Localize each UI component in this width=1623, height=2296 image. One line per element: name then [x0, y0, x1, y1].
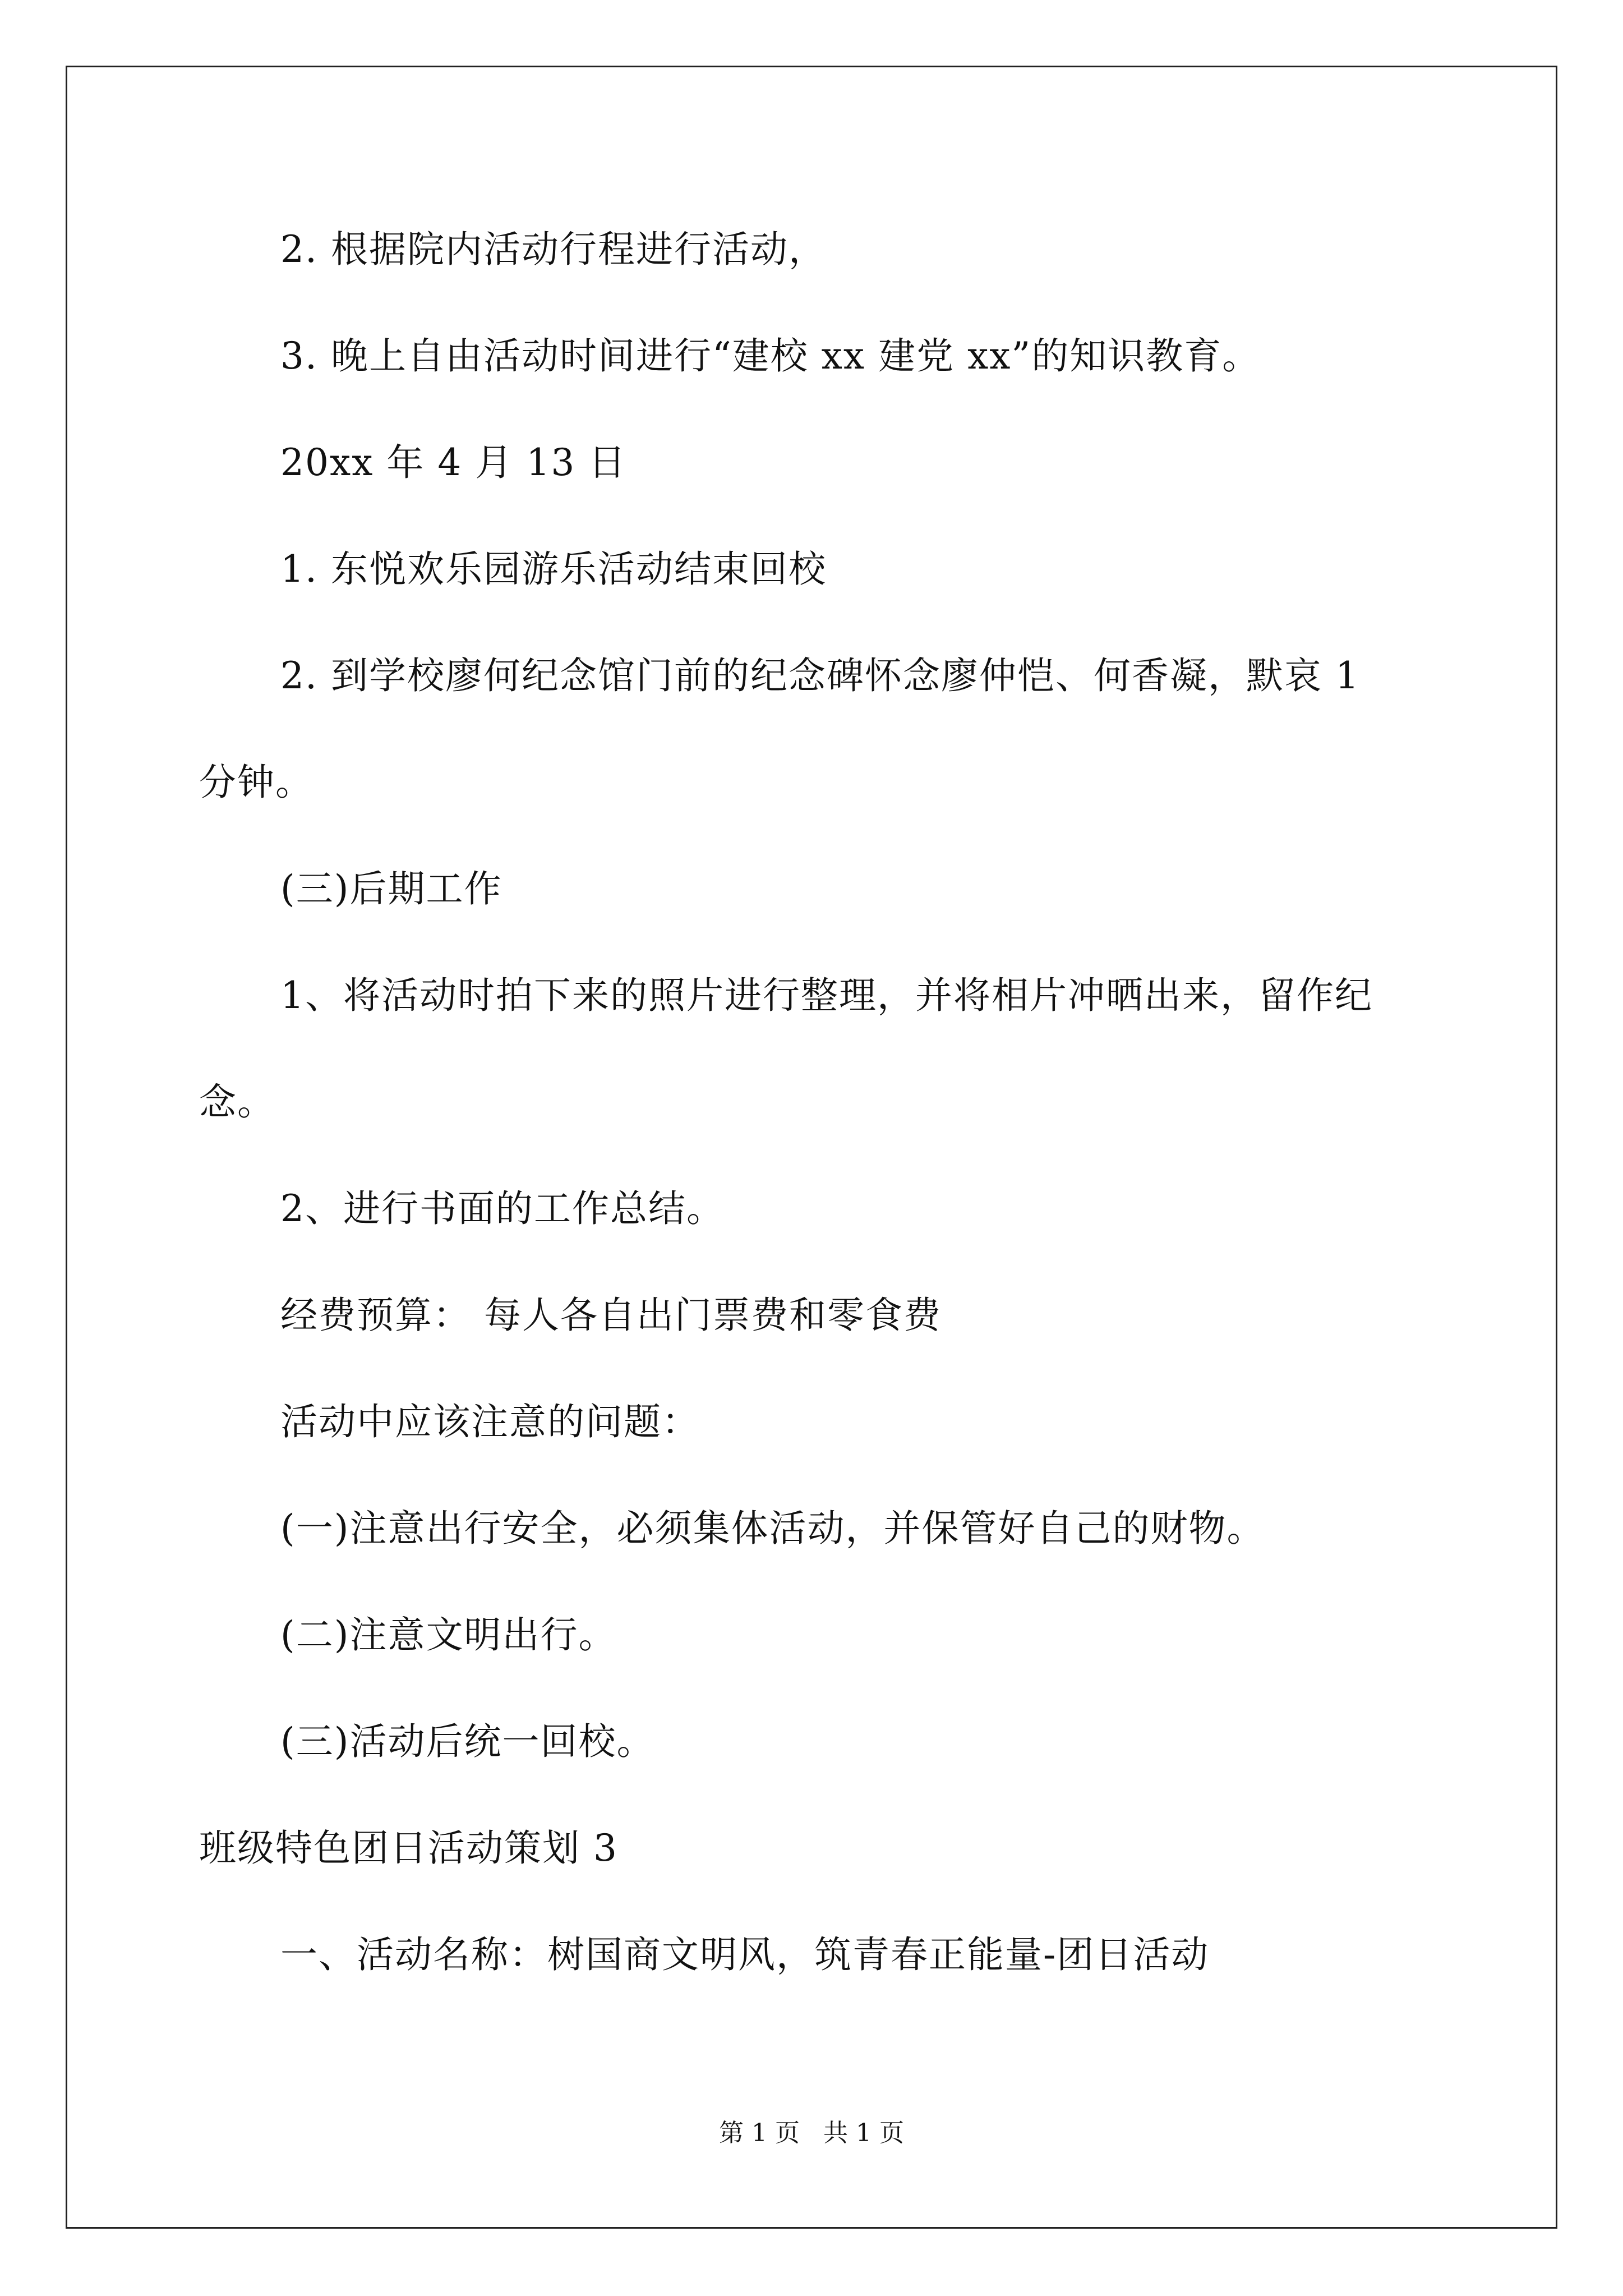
- text-line: (一)注意出行安全，必须集体活动，并保管好自己的财物。: [280, 1507, 1265, 1550]
- text-line: 2. 根据院内活动行程进行活动，: [280, 228, 827, 271]
- text-line: 经费预算： 每人各自出门票费和零食费: [280, 1294, 942, 1337]
- text-line: 1. 东悦欢乐园游乐活动结束回校: [280, 547, 827, 591]
- text-line: 活动中应该注意的问题：: [280, 1400, 700, 1443]
- text-line: 一、活动名称：树国商文明风，筑青春正能量-团日活动: [280, 1933, 1210, 1976]
- text-line: (二)注意文明出行。: [280, 1613, 617, 1657]
- section-heading: (三)后期工作: [280, 867, 502, 910]
- text-line: 20xx 年 4 月 13 日: [280, 441, 627, 484]
- text-line: 2. 到学校廖何纪念馆门前的纪念碑怀念廖仲恺、何香凝，默哀 1: [280, 654, 1360, 697]
- text-line: 2、进行书面的工作总结。: [280, 1187, 725, 1230]
- page-footer: [0, 2118, 1623, 2149]
- document-body: [199, 0, 1467, 2076]
- page-number: 第 1 页: [719, 2119, 800, 2147]
- section-title: 班级特色团日活动策划 3: [199, 1826, 618, 1870]
- text-line: 分钟。: [199, 761, 313, 804]
- text-line: 1、将活动时拍下来的照片进行整理，并将相片冲晒出来，留作纪: [280, 974, 1373, 1017]
- page-total: 共 1 页: [823, 2119, 904, 2147]
- text-line: (三)活动后统一回校。: [280, 1720, 655, 1763]
- text-line: 3. 晚上自由活动时间进行“建校 xx 建党 xx”的知识教育。: [280, 334, 1261, 378]
- text-line: 念。: [199, 1080, 275, 1124]
